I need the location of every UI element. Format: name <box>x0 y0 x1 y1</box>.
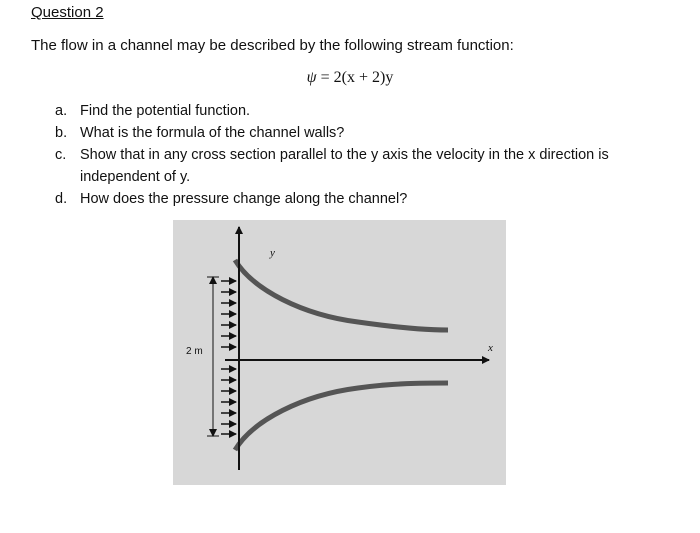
width-label: 2 m <box>186 346 203 357</box>
part-a <box>55 100 655 122</box>
part-c <box>55 144 655 188</box>
channel-figure <box>173 220 506 485</box>
part-text: How does the pressure change along the channel? <box>80 191 408 207</box>
x-axis-label: x <box>488 342 493 354</box>
part-marker: b. <box>55 125 68 141</box>
psi-symbol: ψ <box>306 69 317 86</box>
part-b <box>55 122 655 144</box>
part-marker: c. <box>55 147 67 163</box>
question-heading: Question 2 <box>31 4 104 21</box>
part-d <box>55 188 655 210</box>
part-text: What is the formula of the channel walls? <box>80 125 345 141</box>
question-parts <box>55 100 655 210</box>
figure-background <box>173 220 506 485</box>
intro-text: The flow in a channel may be described by the following stream function: <box>31 37 514 54</box>
part-marker: d. <box>55 191 68 207</box>
part-marker: a. <box>55 103 68 119</box>
stream-function-equation <box>0 69 700 87</box>
part-text: Find the potential function. <box>80 103 251 119</box>
equation-rhs: = 2(x + 2)y <box>316 69 394 86</box>
y-axis-label: y <box>270 247 275 259</box>
part-text: Show that in any cross section parallel to the y axis the velocity in the x direction is independent of y. <box>80 147 609 185</box>
